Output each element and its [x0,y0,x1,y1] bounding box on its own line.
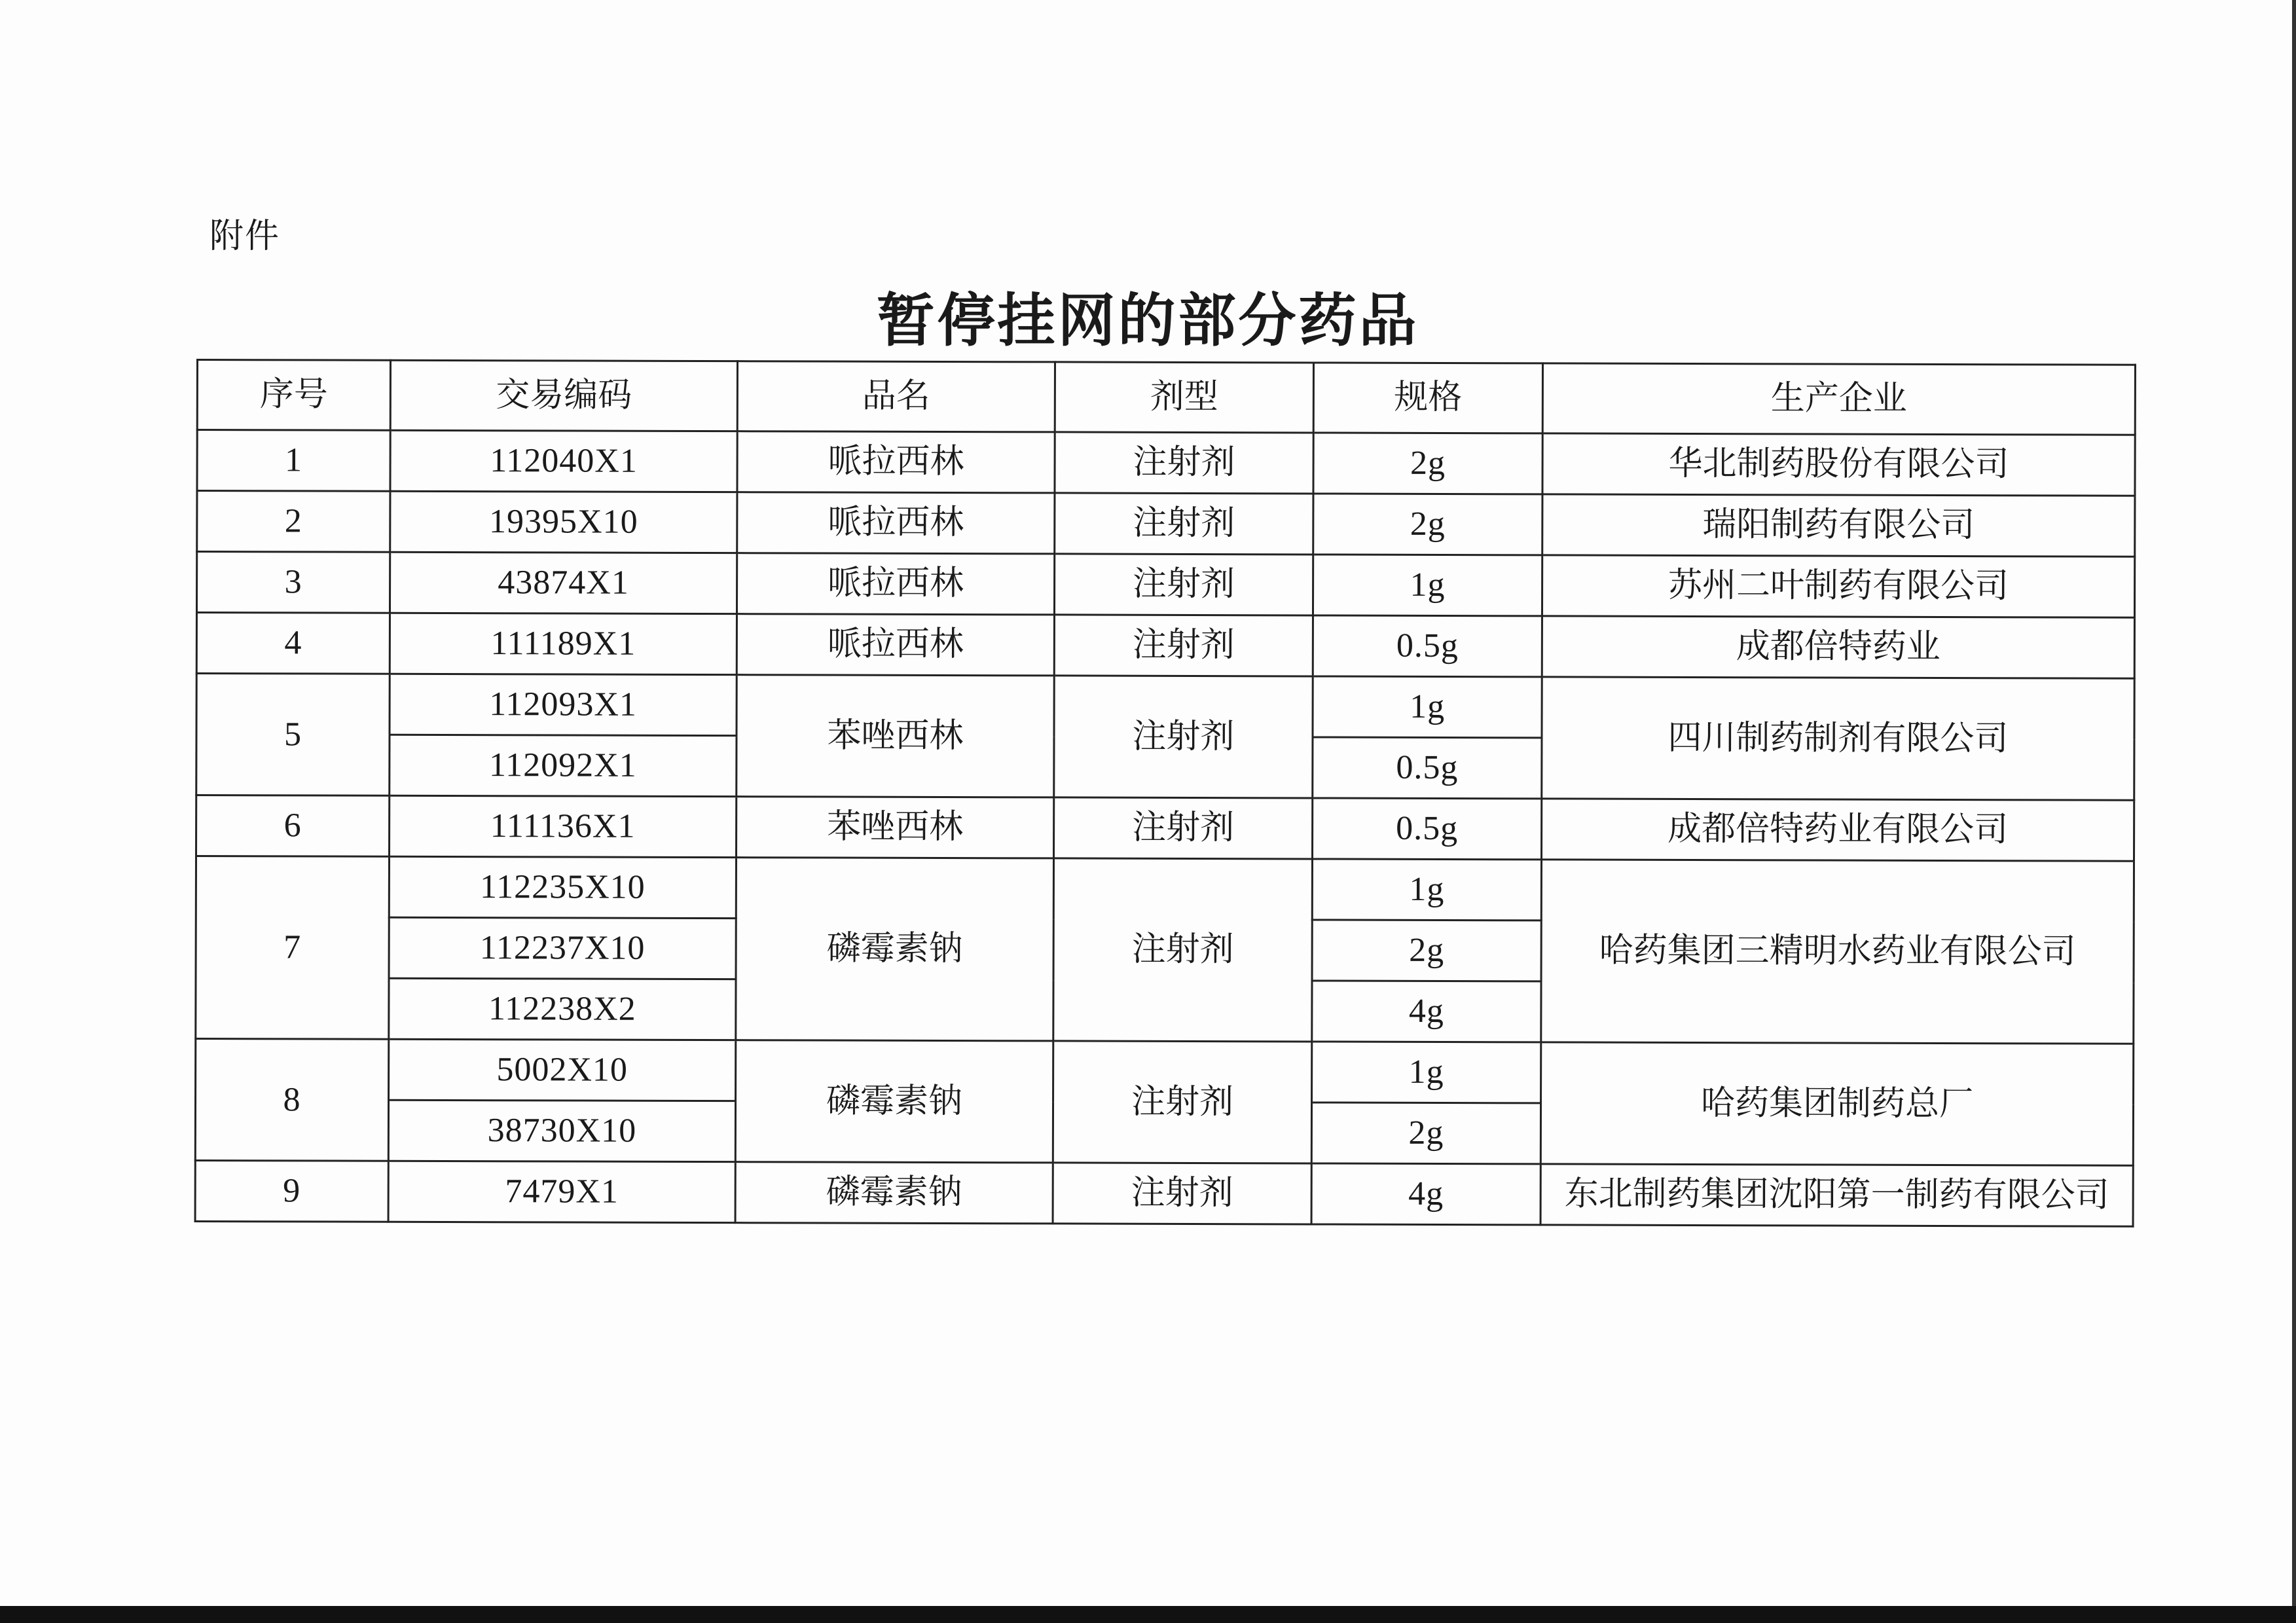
row-number-cell: 1 [197,430,390,492]
spec-cell: 2g [1313,433,1542,494]
attachment-label: 附件 [210,217,281,256]
document-title: 暂停挂网的部分药品 [877,286,1419,354]
spec-cell: 0.5g [1313,737,1542,799]
trade-code-cell: 7479X1 [388,1161,735,1222]
trade-code-cell: 111189X1 [390,613,737,674]
trade-code-cell: 112040X1 [390,430,737,492]
dosage-form-cell: 注射剂 [1053,1041,1311,1163]
dosage-form-cell: 注射剂 [1055,493,1313,555]
spec-cell: 0.5g [1313,798,1542,860]
drug-name-cell: 哌拉西林 [737,431,1055,493]
spec-cell: 2g [1313,494,1542,555]
trade-code-cell: 112093X1 [390,674,737,735]
header-form: 剂型 [1055,362,1313,433]
dosage-form-cell: 注射剂 [1054,797,1313,859]
drug-name-cell: 哌拉西林 [737,492,1055,554]
spec-cell: 1g [1312,859,1541,921]
table-row [196,674,2134,740]
row-number-cell: 3 [196,552,390,613]
manufacturer-cell: 哈药集团制药总厂 [1540,1042,2133,1165]
spec-cell: 1g [1312,1042,1541,1103]
table-row [196,856,2134,922]
row-number-cell: 7 [196,856,390,1040]
trade-code-cell: 38730X10 [388,1100,735,1161]
spec-cell: 0.5g [1313,615,1542,677]
table-row [195,1160,2133,1226]
table-row [197,491,2135,557]
manufacturer-cell: 东北制药集团沈阳第一制药有限公司 [1540,1164,2133,1226]
header-name: 品名 [737,361,1055,432]
table-header-row [197,360,2135,435]
drug-name-cell: 苯唑西林 [737,675,1054,797]
row-number-cell: 4 [196,613,390,674]
dosage-form-cell: 注射剂 [1053,858,1313,1042]
trade-code-cell: 112238X2 [389,978,736,1040]
manufacturer-cell: 瑞阳制药有限公司 [1542,494,2135,556]
drug-name-cell: 磷霉素钠 [735,1162,1053,1224]
spec-cell: 4g [1311,1163,1540,1225]
drug-name-cell: 哌拉西林 [737,553,1054,615]
row-number-cell: 8 [195,1039,388,1161]
trade-code-cell: 111136X1 [390,795,737,857]
manufacturer-cell: 成都倍特药业有限公司 [1542,799,2134,861]
suspended-drugs-table [194,359,2136,1228]
drug-name-cell: 磷霉素钠 [736,858,1054,1041]
row-number-cell: 9 [195,1160,388,1222]
spec-cell: 1g [1313,555,1542,616]
trade-code-cell: 43874X1 [390,552,737,613]
row-number-cell: 2 [197,491,390,553]
table-row [196,795,2134,862]
spec-cell: 2g [1311,1103,1540,1164]
header-no: 序号 [197,360,390,431]
table-row [196,1039,2134,1105]
header-code: 交易编码 [390,360,737,431]
dosage-form-cell: 注射剂 [1054,676,1313,798]
row-number-cell: 5 [196,674,390,796]
table-row [197,430,2135,496]
manufacturer-cell: 苏州二叶制药有限公司 [1542,555,2134,617]
dosage-form-cell: 注射剂 [1053,1163,1311,1224]
trade-code-cell: 112237X10 [389,917,736,979]
spec-cell: 2g [1312,920,1541,981]
manufacturer-cell: 四川制药制剂有限公司 [1542,677,2134,800]
spec-cell: 1g [1313,676,1542,738]
header-maker: 生产企业 [1542,363,2135,435]
dosage-form-cell: 注射剂 [1055,432,1313,494]
drug-name-cell: 磷霉素钠 [735,1040,1053,1163]
scan-edge-right [2292,0,2296,1623]
dosage-form-cell: 注射剂 [1054,554,1313,615]
dosage-form-cell: 注射剂 [1054,615,1313,676]
row-number-cell: 6 [196,795,390,857]
manufacturer-cell: 华北制药股份有限公司 [1542,433,2135,496]
trade-code-cell: 112235X10 [389,856,736,918]
spec-cell: 4g [1312,981,1541,1042]
manufacturer-cell: 哈药集团三精明水药业有限公司 [1541,860,2134,1044]
drug-name-cell: 哌拉西林 [737,614,1054,676]
header-spec: 规格 [1313,363,1542,433]
table-row [196,552,2134,618]
table-body [195,430,2135,1227]
trade-code-cell: 5002X10 [389,1039,736,1101]
drug-name-cell: 苯唑西林 [737,797,1054,858]
trade-code-cell: 112092X1 [390,735,737,796]
table-row [196,613,2134,679]
manufacturer-cell: 成都倍特药业 [1542,616,2134,678]
scan-edge-bottom [0,1606,2296,1623]
trade-code-cell: 19395X10 [390,491,737,553]
